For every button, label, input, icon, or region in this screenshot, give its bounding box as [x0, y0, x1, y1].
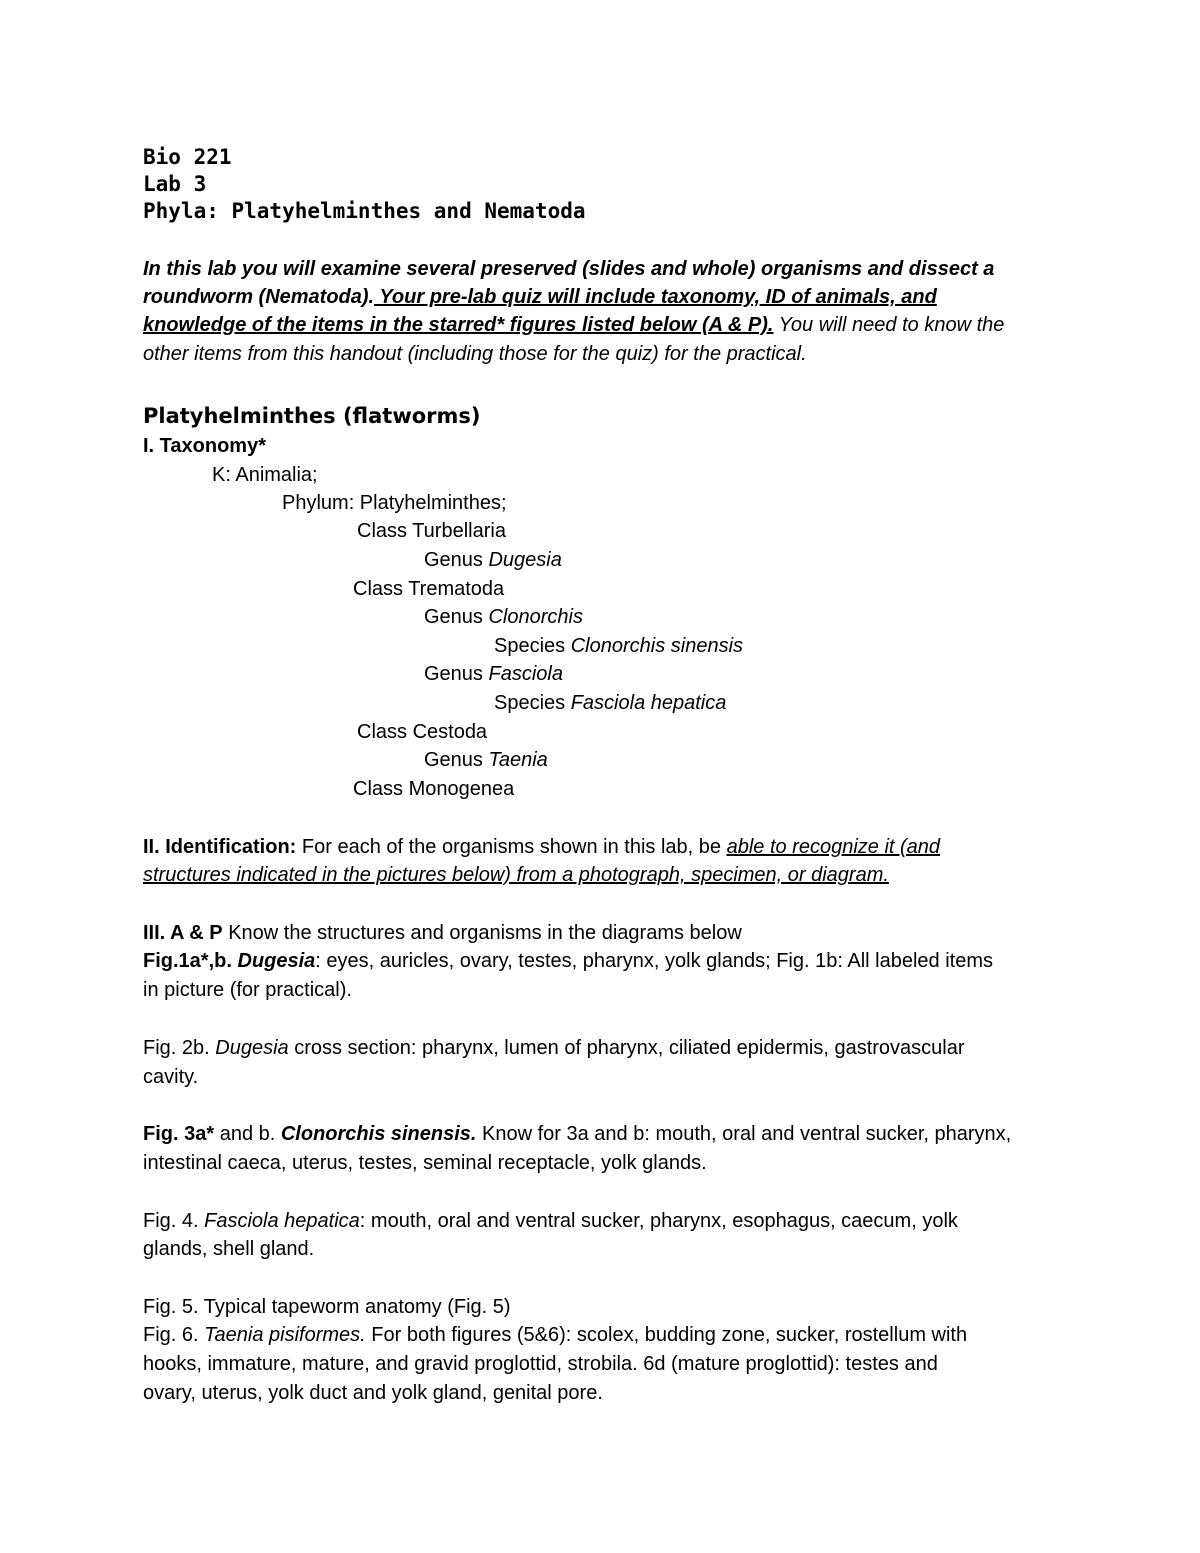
taxonomy-heading: I. Taxonomy* [143, 435, 266, 457]
intro-line-2 [143, 283, 937, 311]
fig2-line-2: cavity. [143, 1066, 199, 1088]
fig1-line-2: in picture (for practical). [143, 979, 352, 1001]
intro-quiz-content: will include taxonomy, ID of animals, and [541, 286, 937, 308]
fig3-line-1: Fig. 3a* and b. Clonorchis sinensis. Know for 3a and b: mouth, oral and ventral sucker, pharynx, [143, 1123, 1012, 1145]
fig5-line: Fig. 5. Typical tapeworm anatomy (Fig. 5) [143, 1296, 511, 1318]
intro-need-to-know: You will need to know the [773, 314, 1005, 336]
identification-line-2: structures indicated in the pictures below) from a photograph, specimen, or diagram. [143, 864, 889, 886]
taxonomy-species-fasciola: Species Fasciola hepatica [494, 692, 727, 714]
fig6-line-2: hooks, immature, mature, and gravid proglottid, strobila. 6d (mature proglottid): testes and [143, 1353, 938, 1375]
intro-nematoda: roundworm (Nematoda). [143, 286, 375, 308]
intro-line-1: In this lab you will examine several preserved (slides and whole) organisms and dissect a [143, 258, 995, 280]
fig6-line-1: Fig. 6. Taenia pisiformes. For both figures (5&6): scolex, budding zone, sucker, rostellum with [143, 1324, 968, 1346]
fig1-line-1: Fig.1a*,b. Dugesia: eyes, auricles, ovary, testes, pharynx, yolk glands; Fig. 1b: All labeled items [143, 950, 993, 972]
taxonomy-species-clonorchis: Species Clonorchis sinensis [494, 635, 744, 657]
intro-quiz-underline: Your pre-lab quiz [374, 286, 542, 308]
taxonomy-genus-taenia: Genus Taenia [424, 749, 548, 771]
intro-starred-figures: knowledge of the items in the starred* figures listed below (A & P). [143, 314, 774, 336]
lab-title: Phyla: Platyhelminthes and Nematoda [143, 199, 586, 223]
taxonomy-class-turbellaria: Class Turbellaria [357, 520, 506, 542]
taxonomy-class-trematoda: Class Trematoda [353, 578, 505, 600]
course-title: Bio 221 [143, 145, 232, 169]
taxonomy-genus-fasciola: Genus Fasciola [424, 663, 563, 685]
ap-heading: III. A & P Know the structures and organisms in the diagrams below [143, 922, 742, 944]
fig4-line-2: glands, shell gland. [143, 1238, 315, 1260]
intro-line-4: other items from this handout (including those for the quiz) for the practical. [143, 343, 807, 365]
taxonomy-kingdom: K: Animalia; [212, 464, 318, 486]
fig4-line-1: Fig. 4. Fasciola hepatica: mouth, oral and ventral sucker, pharynx, esophagus, caecum, yolk [143, 1210, 958, 1232]
taxonomy-class-cestoda: Class Cestoda [357, 721, 488, 743]
fig2-line-1: Fig. 2b. Dugesia cross section: pharynx, lumen of pharynx, ciliated epidermis, gastrovascular [143, 1037, 965, 1059]
taxonomy-class-monogenea: Class Monogenea [353, 778, 515, 800]
taxonomy-phylum: Phylum: Platyhelminthes; [282, 492, 507, 514]
section-title: Platyhelminthes (flatworms) [143, 404, 481, 428]
fig6-line-3: ovary, uterus, yolk duct and yolk gland, genital pore. [143, 1382, 603, 1404]
lab-number: Lab 3 [143, 172, 207, 196]
fig3-line-2: intestinal caeca, uterus, testes, seminal receptacle, yolk glands. [143, 1152, 707, 1174]
taxonomy-genus-dugesia: Genus Dugesia [424, 549, 562, 571]
intro-line-3 [143, 311, 1004, 339]
identification-line-1: II. Identification: For each of the organisms shown in this lab, be able to recognize it (and [143, 836, 941, 858]
taxonomy-genus-clonorchis: Genus Clonorchis [424, 606, 583, 628]
